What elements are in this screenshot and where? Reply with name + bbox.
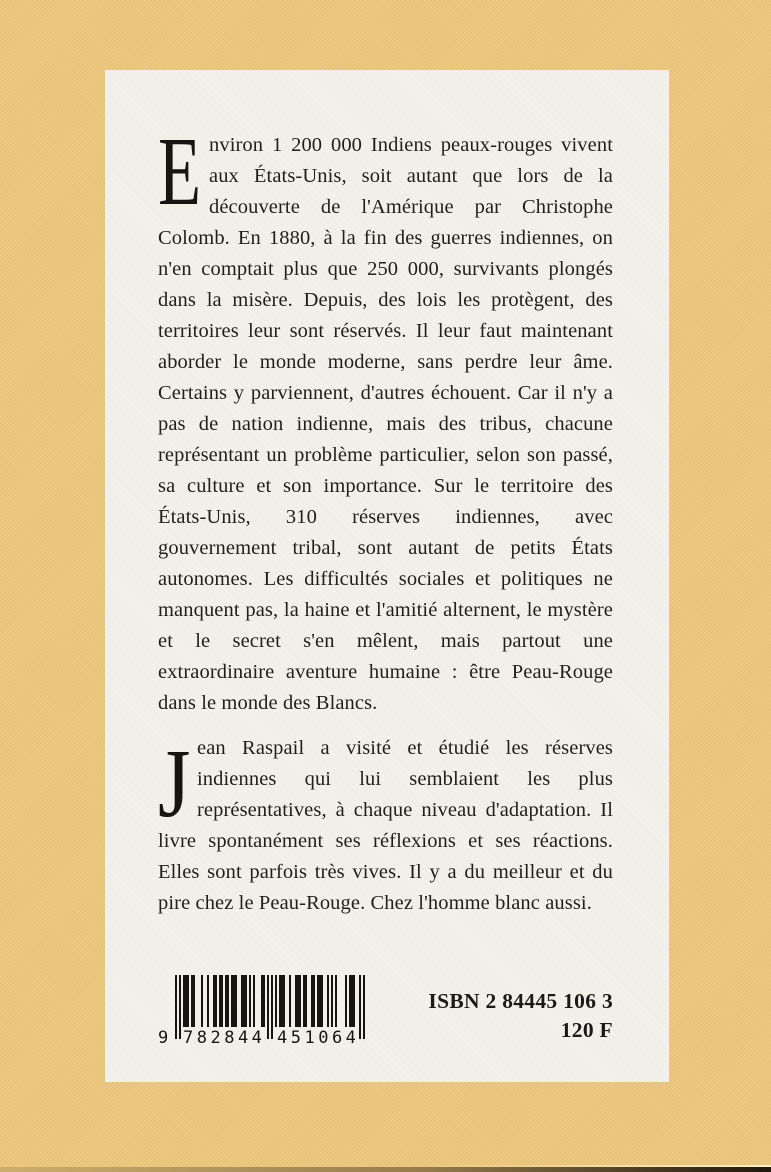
isbn-price-block [428,975,613,1045]
ean13-barcode [158,975,365,1048]
synopsis-paragraph-2 [158,730,613,919]
footer-row [158,975,613,1048]
barcode-digit-group-1: 782844 [183,1028,266,1048]
synopsis-paragraph-1 [158,118,613,719]
paragraph-2-text: ean Raspail a visité et étudié les réserves indiennes qui lui semblaient les plus représentatives, à chaque niveau d'adaptation. Il livre spontanément ses réflexions et ses réactions. Elles sont parfois très vives. Il y a du meilleur et du pire chez le Peau-Rouge. Chez l'homme blanc aussi. [158,737,613,914]
dropcap-letter-j: J [158,730,191,838]
paragraph-1-text: nviron 1 200 000 Indiens peaux-rouges vivent aux États-Unis, soit autant que lors de la découverte de l'Amérique par Christophe Colomb. En 1880, à la fin des guerres indiennes, on n'en comptait plus que 250 000, survivants plongés dans la misère. Depuis, des lois les protègent, des territoires leur sont réservés. Il leur faut maintenant aborder le monde moderne, sans perdre leur âme. Certains y parviennent, d'autres échouent. Car il n'y a pas de nation indienne, mais des tribus, chacune représentant un problème particulier, selon son passé, sa culture et son importance. Sur le territoire des États-Unis, 310 réserves indiennes, avec gouvernement tribal, sont autant de petits États autonomes. Les difficultés sociales et politiques ne manquent pas, la haine et l'amitié alternent, le mystère et le secret s'en mêlent, mais partout une extraordinaire aventure humaine : être Peau-Rouge dans le monde des Blancs. [158,134,613,714]
dropcap-letter-e: E [158,118,202,226]
barcode-digit-prefix: 9 [158,1028,172,1048]
barcode-digit-group-2: 451064 [277,1028,360,1048]
price-text: 120 F [560,1018,613,1042]
synopsis-panel [105,70,669,1082]
photo-bottom-edge [0,1167,771,1172]
isbn-text: ISBN 2 84445 106 3 [428,989,613,1013]
